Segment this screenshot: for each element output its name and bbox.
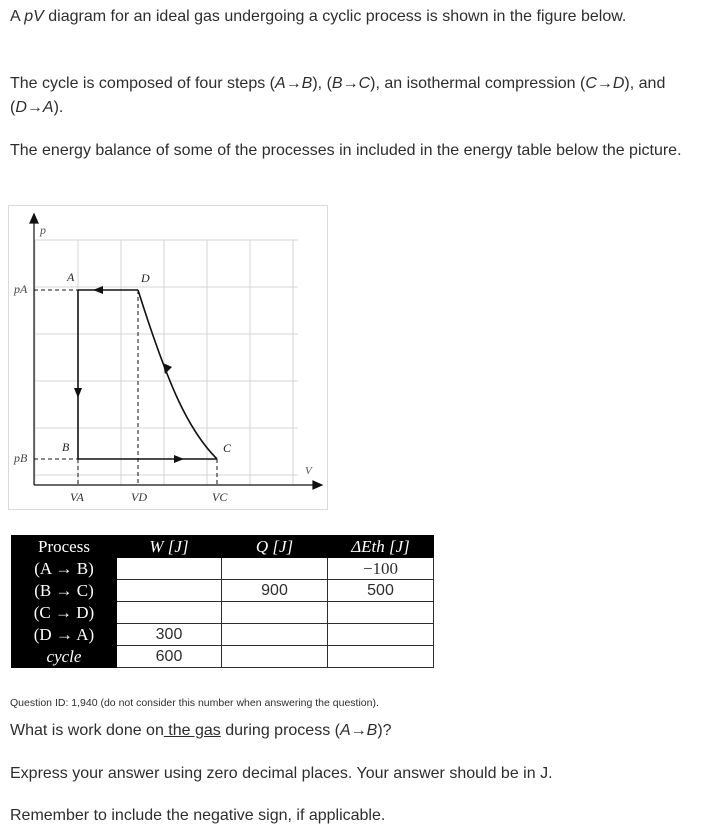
- point-label-d: D: [141, 271, 150, 285]
- intro-paragraph-1: A pV diagram for an ideal gas undergoing a cyclic process is shown in the figure below.: [10, 8, 627, 25]
- question-text: What is work done on the gas during process (A→B)?: [10, 722, 392, 739]
- table-row: [12, 646, 434, 668]
- header-w: W [J]: [117, 536, 222, 558]
- cell-w: [117, 558, 222, 580]
- axis-label-v: V: [305, 465, 312, 477]
- cell-w: 300: [117, 624, 222, 646]
- pv-diagram: [8, 205, 328, 510]
- table-row: [12, 580, 434, 602]
- question-id: Question ID: 1,940 (do not consider this number when answering the question).: [10, 697, 379, 709]
- table-row: [12, 602, 434, 624]
- point-label-b: B: [62, 440, 70, 454]
- cell-eth: [328, 602, 434, 624]
- cell-eth: [328, 624, 434, 646]
- cell-q: [222, 646, 328, 668]
- header-process: Process: [12, 536, 117, 558]
- label-vd: VD: [131, 490, 147, 504]
- table-header-row: [12, 536, 434, 558]
- label-pa: pA: [14, 282, 28, 296]
- table-row: [12, 624, 434, 646]
- point-label-c: C: [223, 441, 232, 455]
- label-pb: pB: [14, 451, 28, 465]
- cell-eth: [328, 646, 434, 668]
- label-va: VA: [70, 490, 84, 504]
- header-q: Q [J]: [222, 536, 328, 558]
- question-express: Express your answer using zero decimal places. Your answer should be in J.: [10, 765, 553, 782]
- cell-q: 900: [222, 580, 328, 602]
- question-remember: Remember to include the negative sign, if applicable.: [10, 807, 386, 824]
- header-eth: ΔEth [J]: [328, 536, 434, 558]
- intro-paragraph-2: The cycle is composed of four steps (A→B), (B→C), an isothermal compression (C→D), and (D→A).: [10, 75, 666, 116]
- label-vc: VC: [212, 490, 228, 504]
- cell-q: [222, 602, 328, 624]
- cell-w: [117, 580, 222, 602]
- row-process: (C → D): [12, 602, 117, 624]
- row-process: cycle: [12, 646, 117, 668]
- row-process: (D → A): [12, 624, 117, 646]
- row-process: (B → C): [12, 580, 117, 602]
- cell-w: 600: [117, 646, 222, 668]
- axis-label-p: p: [40, 223, 46, 237]
- intro-paragraph-3: The energy balance of some of the processes in included in the energy table below the picture.: [10, 142, 682, 159]
- cell-w: [117, 602, 222, 624]
- figure-frame: [9, 206, 328, 510]
- cell-q: [222, 558, 328, 580]
- energy-table: [11, 535, 434, 668]
- cell-eth: −100: [328, 558, 434, 580]
- cell-q: [222, 624, 328, 646]
- row-process: (A → B): [12, 558, 117, 580]
- table-row: [12, 558, 434, 580]
- point-label-a: A: [67, 270, 75, 284]
- cell-eth: 500: [328, 580, 434, 602]
